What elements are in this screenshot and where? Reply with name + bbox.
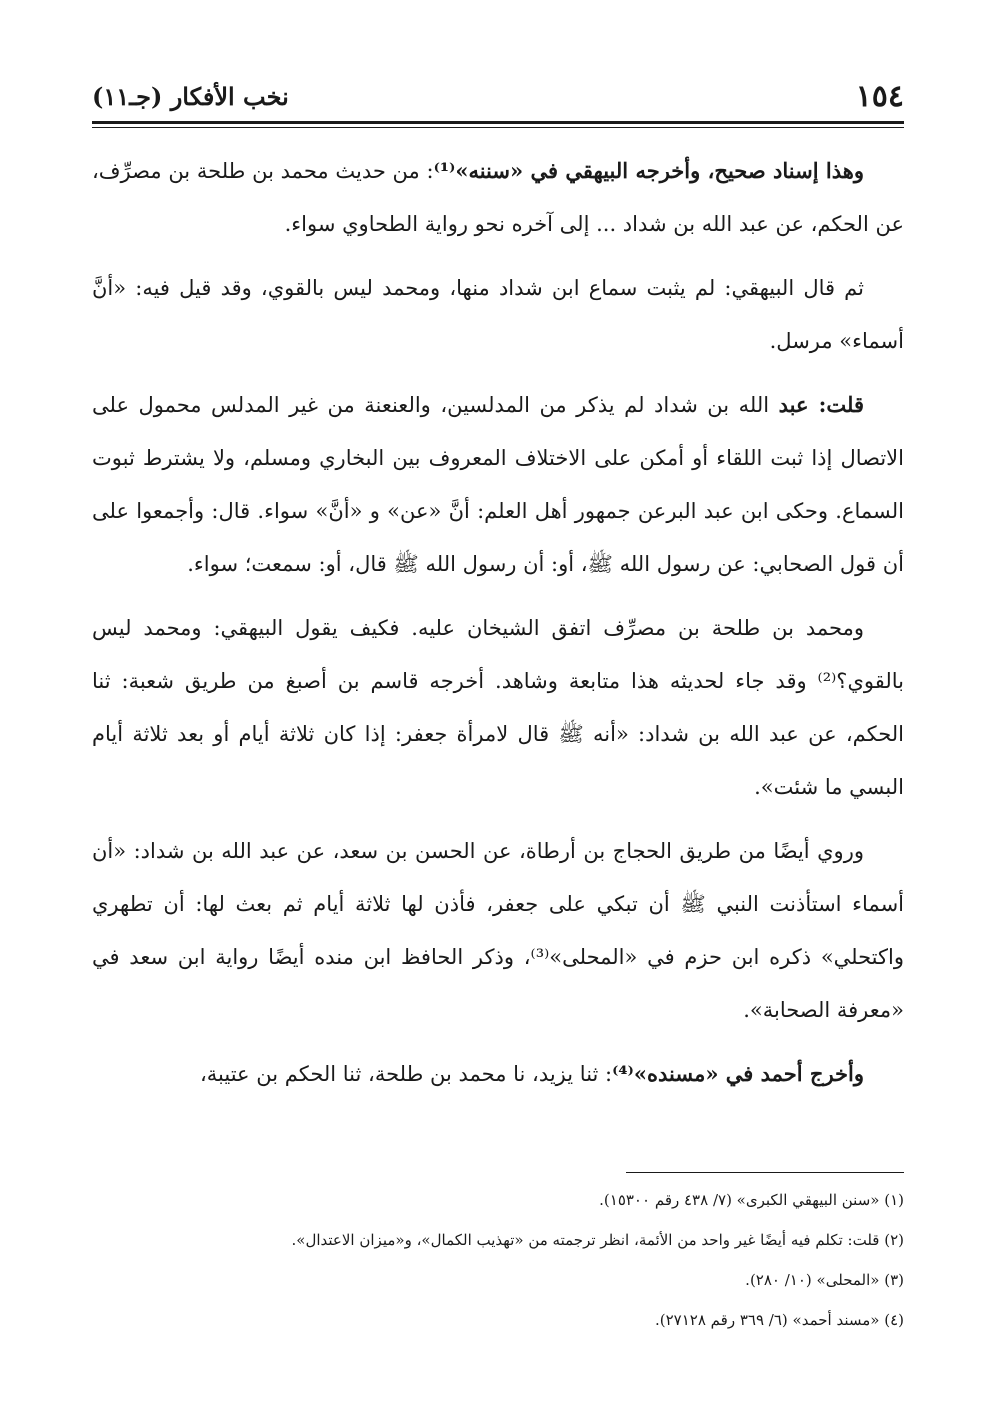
footnote: (١) «سنن البيهقي الكبرى» (٧/ ٤٣٨ رقم ١٥٣٠٠).: [599, 1191, 904, 1209]
footnote: (٤) «مسند أحمد» (٦/ ٣٦٩ رقم ٢٧١٢٨).: [654, 1311, 904, 1329]
paragraph-text: : ثنا يزيد، نا محمد بن طلحة، ثنا الحكم بن عتيبة،: [199, 1062, 613, 1086]
paragraph-lead: وهذا إسناد صحيح، وأخرجه البيهقي في «سننه»⁽¹⁾: [433, 158, 864, 183]
paragraph: [92, 261, 904, 368]
paragraph: [92, 378, 904, 591]
paragraph-text: وروي أيضًا من طريق الحجاج بن أرطاة، عن الحسن بن سعد، عن عبد الله بن شداد: «أن أسماء استأذنت النبي ﷺ أن تبكي على جعفر، فأذن لها ثلاثة أيام ثم بعث لها: أن تطهري واكتحلي» ذكره ابن حزم في «المحلى»⁽³⁾، وذكر الحافظ ابن منده أيضًا رواية ابن سعد في «معرفة الصحابة».: [92, 839, 904, 1022]
main-text: [92, 144, 904, 1111]
paragraph: [92, 144, 904, 251]
footnotes: [92, 1180, 904, 1340]
paragraph-text: ومحمد بن طلحة بن مصرِّف اتفق الشيخان عليه. فكيف يقول البيهقي: ومحمد ليس بالقوي؟⁽²⁾ وقد جاء لحديثه هذا متابعة وشاهد. أخرجه قاسم بن أصبغ من طريق شعبة: ثنا الحكم، عن عبد الله بن شداد: «أنه ﷺ قال لامرأة جعفر: إذا كان ثلاثة أيام أو بعد ثلاثة أيام البسي ما شئت».: [92, 616, 904, 799]
header-rule-thin: [92, 127, 904, 128]
paragraph-text: ثم قال البيهقي: لم يثبت سماع ابن شداد منها، ومحمد ليس بالقوي، وقد قيل فيه: «أنَّ أسماء» مرسل.: [92, 276, 904, 353]
paragraph: [92, 1047, 904, 1101]
page-header: [92, 78, 904, 116]
footnote: (٢) قلت: تكلم فيه أيضًا غير واحد من الأئمة، انظر ترجمته من «تهذيب الكمال»، و«ميزان الاعتدال».: [291, 1231, 904, 1249]
running-title: نخب الأفكار (جـ١١): [92, 82, 289, 111]
paragraph: [92, 601, 904, 814]
paragraph-text: : من حديث محمد بن طلحة بن مصرِّف، عن الحكم، عن عبد الله بن شداد ... إلى آخره نحو رواية الطحاوي سواء.: [92, 159, 904, 236]
page-number: ١٥٤: [855, 79, 904, 114]
paragraph: [92, 824, 904, 1037]
paragraph-lead: قلت: عبد: [778, 392, 864, 417]
paragraph-lead: وأخرج أحمد في «مسنده»⁽⁴⁾: [612, 1061, 864, 1086]
paragraph-text: الله بن شداد لم يذكر من المدلسين، والعنعنة من غير المدلس محمول على الاتصال إذا ثبت اللقاء أو أمكن على الاختلاف المعروف بين البخاري ومسلم، ولا يشترط ثبوت السماع. وحكى ابن عبد البرعن جمهور أهل العلم: أنَّ «عن» و «أنَّ» سواء. قال: وأجمعوا على أن قول الصحابي: عن رسول الله ﷺ، أو: أن رسول الله ﷺ قال، أو: سمعت؛ سواء.: [92, 393, 904, 576]
footnote: (٣) «المحلى» (١٠/ ٢٨٠).: [745, 1271, 904, 1289]
header-rule-thick: [92, 121, 904, 124]
footnote-separator: [626, 1172, 904, 1173]
